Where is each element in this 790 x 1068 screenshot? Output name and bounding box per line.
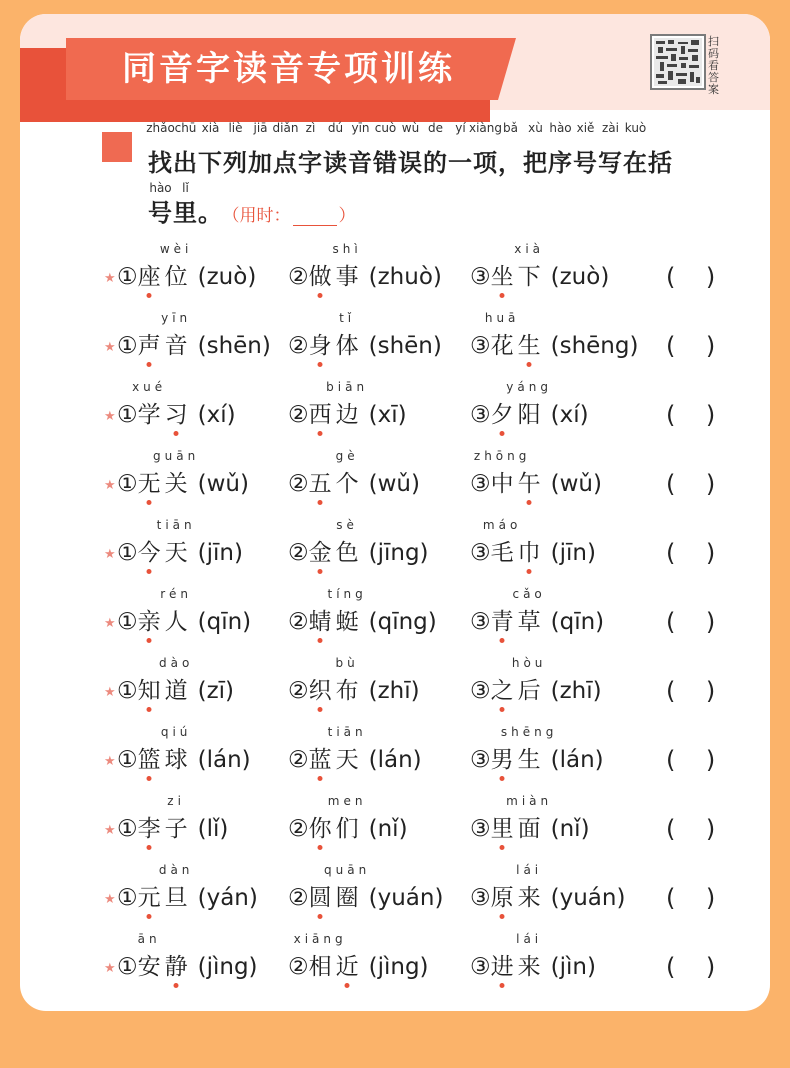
emphasis-dot: [345, 983, 350, 988]
option-word: [490, 932, 545, 984]
option-word: [473, 449, 545, 501]
answer-option[interactable]: [470, 932, 596, 990]
option-word-text: 元旦: [137, 885, 192, 911]
option-number: ③: [470, 678, 491, 704]
star-icon: ★: [104, 892, 116, 907]
option-reading: (yuán): [368, 885, 444, 911]
option-number: ②: [288, 471, 309, 497]
answer-option[interactable]: [470, 587, 605, 645]
option-pinyin: huā: [484, 311, 520, 325]
star-icon: ★: [104, 271, 116, 286]
option-word-text: 青草: [490, 609, 545, 635]
answer-box[interactable]: ( ): [666, 677, 716, 705]
answer-option[interactable]: [288, 656, 420, 714]
instruction-pinyin: yí: [455, 121, 466, 135]
answer-option[interactable]: [117, 794, 229, 852]
option-pinyin: zhōng: [473, 449, 531, 463]
option-reading: (shēn): [368, 333, 442, 359]
option-number: ②: [288, 954, 309, 980]
instruction-pinyin: xiě: [576, 121, 595, 135]
option-number: ②: [288, 885, 309, 911]
question-row: [20, 928, 770, 994]
option-pinyin: dào: [158, 656, 194, 670]
instruction-line2: [148, 198, 356, 231]
star-icon: ★: [104, 754, 116, 769]
option-number: ②: [288, 816, 309, 842]
option-pinyin: miàn: [506, 794, 553, 808]
emphasis-dot: [500, 983, 505, 988]
instruction-pinyin: kuò: [624, 121, 647, 135]
option-reading: (wǔ): [550, 471, 602, 497]
option-pinyin: máo: [482, 518, 522, 532]
instruction-pinyin: zài: [602, 121, 619, 135]
star-icon: ★: [104, 409, 116, 424]
option-pinyin: zi: [167, 794, 185, 808]
option-number: ②: [288, 747, 309, 773]
time-blank[interactable]: [293, 207, 337, 226]
option-pinyin: tíng: [327, 587, 367, 601]
option-word-text: 篮球: [137, 747, 192, 773]
option-reading: (xí): [197, 402, 236, 428]
emphasis-dot: [174, 431, 179, 436]
answer-option[interactable]: [288, 380, 407, 438]
option-reading: (zhuò): [368, 264, 442, 290]
option-word: [137, 587, 192, 639]
answer-box[interactable]: ( ): [666, 953, 716, 981]
instruction-pinyin: lǐ: [182, 181, 189, 195]
option-reading: (wǔ): [197, 471, 249, 497]
option-number: ①: [117, 885, 138, 911]
option-reading: (jìng): [368, 954, 429, 980]
option-word-text: 声音: [137, 333, 192, 359]
emphasis-dot: [500, 845, 505, 850]
option-number: ③: [470, 471, 491, 497]
answer-box[interactable]: ( ): [666, 746, 716, 774]
answer-option[interactable]: [470, 518, 596, 576]
option-word: [137, 794, 192, 846]
option-word-text: 之后: [490, 678, 545, 704]
emphasis-dot: [500, 776, 505, 781]
emphasis-dot: [318, 845, 323, 850]
instruction-pinyin: cuò: [374, 121, 397, 135]
star-icon: ★: [104, 340, 116, 355]
option-word: [137, 242, 193, 294]
instruction-pinyin: wù: [401, 121, 420, 135]
option-word-text: 无关: [137, 471, 192, 497]
option-pinyin: guān: [153, 449, 200, 463]
option-word-text: 亲人: [137, 609, 192, 635]
option-word-text: 五个: [308, 471, 363, 497]
option-reading: (yuán): [550, 885, 626, 911]
emphasis-dot: [500, 914, 505, 919]
option-number: ③: [470, 954, 491, 980]
option-word: [490, 380, 552, 432]
option-word: [137, 863, 194, 915]
answer-option[interactable]: [117, 863, 258, 921]
option-word: [137, 725, 192, 777]
answer-option[interactable]: [117, 587, 252, 645]
option-word-text: 今天: [137, 540, 192, 566]
emphasis-dot: [147, 293, 152, 298]
option-reading: (jìng): [197, 954, 258, 980]
time-label: （用时：: [231, 206, 291, 226]
answer-option[interactable]: [117, 656, 235, 714]
question-row: [20, 790, 770, 856]
emphasis-dot: [318, 914, 323, 919]
instruction-pinyin: hào: [149, 181, 172, 195]
option-pinyin: xià: [514, 242, 545, 256]
emphasis-dot: [147, 569, 152, 574]
instruction-pinyin: de: [428, 121, 443, 135]
option-reading: (nǐ): [550, 816, 590, 842]
option-word: [308, 518, 363, 570]
option-pinyin: qiú: [160, 725, 192, 739]
answer-option[interactable]: [470, 449, 602, 507]
star-icon: ★: [104, 823, 116, 838]
option-word: [132, 380, 192, 432]
emphasis-dot: [318, 431, 323, 436]
option-reading: (zī): [197, 678, 235, 704]
instruction-line1: 找出下列加点字读音错误的一项，把序号写在括: [148, 149, 673, 177]
question-row: [20, 583, 770, 649]
option-word-text: 李子: [137, 816, 192, 842]
instruction-pinyin: xià: [201, 121, 220, 135]
emphasis-dot: [500, 638, 505, 643]
qr-code[interactable]: [650, 34, 706, 90]
star-icon: ★: [104, 685, 116, 700]
option-reading: (zuò): [550, 264, 610, 290]
emphasis-dot: [147, 914, 152, 919]
option-reading: (xī): [368, 402, 407, 428]
option-reading: (zhī): [368, 678, 420, 704]
option-word: [308, 656, 363, 708]
emphasis-dot: [147, 707, 152, 712]
option-word: [490, 656, 547, 708]
option-number: ①: [117, 816, 138, 842]
worksheet-card: [20, 14, 770, 1011]
answer-option[interactable]: [117, 449, 249, 507]
time-close: ）: [338, 206, 356, 226]
answer-option[interactable]: [288, 587, 437, 645]
option-number: ②: [288, 264, 309, 290]
option-number: ③: [470, 402, 491, 428]
question-row: [20, 307, 770, 373]
instruction-marker: [102, 132, 132, 162]
instruction-pinyin: hào: [549, 121, 572, 135]
answer-box[interactable]: ( ): [666, 608, 716, 636]
option-word-text: 毛巾: [490, 540, 545, 566]
option-reading: (qīn): [550, 609, 605, 635]
option-word-text: 花生: [490, 333, 545, 359]
question-row: [20, 514, 770, 580]
option-word: [490, 587, 546, 639]
option-word: [293, 932, 363, 984]
answer-option[interactable]: [470, 725, 604, 783]
emphasis-dot: [527, 569, 532, 574]
option-word-text: 中午: [490, 471, 545, 497]
option-pinyin: bù: [335, 656, 359, 670]
answer-option[interactable]: [470, 794, 590, 852]
option-word-text: 学习: [137, 402, 192, 428]
option-pinyin: gè: [335, 449, 359, 463]
emphasis-dot: [147, 638, 152, 643]
option-reading: (lǐ): [197, 816, 229, 842]
option-number: ③: [470, 885, 491, 911]
option-word: [308, 863, 371, 915]
question-row: [20, 376, 770, 442]
option-word: [490, 725, 558, 777]
option-pinyin: biān: [326, 380, 369, 394]
answer-box[interactable]: ( ): [666, 470, 716, 498]
option-number: ①: [117, 678, 138, 704]
option-pinyin: quān: [324, 863, 371, 877]
option-word: [308, 449, 363, 501]
option-word: [308, 380, 369, 432]
option-pinyin: wèi: [159, 242, 193, 256]
option-reading: (yán): [197, 885, 258, 911]
option-reading: (zhī): [550, 678, 602, 704]
option-reading: (lán): [197, 747, 251, 773]
option-word-text: 坐下: [490, 264, 545, 290]
option-number: ②: [288, 540, 309, 566]
option-word: [137, 656, 194, 708]
option-pinyin: rén: [160, 587, 192, 601]
option-word-text: 身体: [308, 333, 363, 359]
option-number: ③: [470, 264, 491, 290]
option-word: [308, 794, 367, 846]
option-reading: (lán): [368, 747, 422, 773]
option-word: [137, 449, 200, 501]
option-word: [490, 794, 553, 846]
option-word-text: 金色: [308, 540, 363, 566]
answer-option[interactable]: [288, 242, 442, 300]
emphasis-dot: [318, 569, 323, 574]
option-word: [482, 518, 545, 570]
option-word-text: 安静: [137, 954, 192, 980]
option-number: ①: [117, 609, 138, 635]
emphasis-dot: [500, 293, 505, 298]
emphasis-dot: [527, 500, 532, 505]
option-number: ③: [470, 609, 491, 635]
option-pinyin: lái: [516, 863, 543, 877]
star-icon: ★: [104, 547, 116, 562]
option-reading: (shēng): [550, 333, 639, 359]
answer-option[interactable]: [117, 311, 271, 369]
option-number: ③: [470, 747, 491, 773]
instruction-pinyin: bǎ: [503, 121, 518, 135]
answer-box[interactable]: ( ): [666, 815, 716, 843]
option-pinyin: tiān: [156, 518, 196, 532]
option-word-text: 进来: [490, 954, 545, 980]
answer-option[interactable]: [470, 380, 589, 438]
emphasis-dot: [174, 983, 179, 988]
answer-option[interactable]: [470, 863, 626, 921]
option-number: ①: [117, 540, 138, 566]
option-pinyin: cǎo: [512, 587, 546, 601]
answer-box[interactable]: ( ): [666, 884, 716, 912]
option-word-text: 圆圈: [308, 885, 363, 911]
emphasis-dot: [318, 500, 323, 505]
option-reading: (jìn): [550, 954, 596, 980]
answer-option[interactable]: [288, 932, 429, 990]
option-pinyin: shēng: [500, 725, 558, 739]
qr-label: 扫码看答案: [708, 35, 719, 96]
answer-option[interactable]: [117, 242, 257, 300]
option-pinyin: men: [327, 794, 367, 808]
option-word-text: 座位: [137, 264, 192, 290]
instruction-pinyin: chū: [174, 121, 197, 135]
option-number: ③: [470, 333, 491, 359]
question-row: [20, 238, 770, 304]
option-pinyin: tiān: [327, 725, 367, 739]
option-reading: (jīn): [197, 540, 243, 566]
instruction-line2-text: 号里。: [148, 199, 223, 227]
option-reading: (qīng): [368, 609, 437, 635]
option-word: [308, 725, 367, 777]
option-number: ②: [288, 678, 309, 704]
option-number: ③: [470, 816, 491, 842]
option-pinyin: hòu: [511, 656, 547, 670]
option-number: ①: [117, 471, 138, 497]
emphasis-dot: [500, 431, 505, 436]
emphasis-dot: [318, 776, 323, 781]
question-row: [20, 721, 770, 787]
option-word-text: 里面: [490, 816, 545, 842]
option-pinyin: yīn: [161, 311, 192, 325]
option-word-text: 知道: [137, 678, 192, 704]
option-word: [490, 863, 545, 915]
option-word: [308, 242, 363, 294]
answer-box[interactable]: ( ): [666, 539, 716, 567]
option-word: [137, 932, 192, 984]
instruction-pinyin: liè: [228, 121, 243, 135]
option-word-text: 相近: [308, 954, 363, 980]
option-number: ①: [117, 747, 138, 773]
option-reading: (zuò): [197, 264, 257, 290]
emphasis-dot: [147, 500, 152, 505]
emphasis-dot: [318, 638, 323, 643]
emphasis-dot: [500, 707, 505, 712]
answer-option[interactable]: [288, 863, 444, 921]
option-word-text: 织布: [308, 678, 363, 704]
option-word: [137, 518, 196, 570]
option-word: [490, 242, 545, 294]
instruction-pinyin: zì: [305, 121, 316, 135]
option-word-text: 蓝天: [308, 747, 363, 773]
option-number: ①: [117, 264, 138, 290]
option-reading: (qīn): [197, 609, 252, 635]
option-word-text: 夕阳: [490, 402, 545, 428]
option-word-text: 做事: [308, 264, 363, 290]
question-row: [20, 445, 770, 511]
instruction-pinyin: diǎn: [272, 121, 299, 135]
option-number: ②: [288, 609, 309, 635]
option-pinyin: shì: [332, 242, 362, 256]
emphasis-dot: [147, 362, 152, 367]
option-reading: (xí): [550, 402, 589, 428]
option-word: [484, 311, 545, 363]
option-pinyin: ān: [137, 932, 161, 946]
option-reading: (wǔ): [368, 471, 420, 497]
option-word: [308, 587, 367, 639]
answer-option[interactable]: [288, 794, 408, 852]
option-pinyin: sè: [336, 518, 358, 532]
option-number: ②: [288, 333, 309, 359]
page-title: 同音字读音专项训练: [122, 49, 455, 89]
emphasis-dot: [318, 293, 323, 298]
instruction-pinyin: dú: [327, 121, 344, 135]
answer-box[interactable]: ( ): [666, 401, 716, 429]
answer-option[interactable]: [470, 656, 602, 714]
option-number: ③: [470, 540, 491, 566]
emphasis-dot: [147, 776, 152, 781]
option-pinyin: yáng: [506, 380, 552, 394]
instruction-pinyin: yīn: [351, 121, 370, 135]
star-icon: ★: [104, 961, 116, 976]
star-icon: ★: [104, 616, 116, 631]
option-word-text: 你们: [308, 816, 363, 842]
question-row: [20, 652, 770, 718]
option-reading: (jīn): [550, 540, 596, 566]
option-number: ①: [117, 333, 138, 359]
answer-option[interactable]: [117, 380, 236, 438]
question-row: [20, 859, 770, 925]
answer-option[interactable]: [117, 725, 251, 783]
option-pinyin: lái: [516, 932, 543, 946]
option-word-text: 男生: [490, 747, 545, 773]
option-pinyin: xué: [132, 380, 167, 394]
answer-option[interactable]: [288, 518, 429, 576]
answer-option[interactable]: [470, 242, 610, 300]
answer-option[interactable]: [288, 449, 420, 507]
answer-option[interactable]: [117, 518, 243, 576]
qr-code-icon: [654, 38, 702, 86]
option-number: ①: [117, 954, 138, 980]
option-reading: (jīng): [368, 540, 429, 566]
option-pinyin: dàn: [158, 863, 194, 877]
answer-option[interactable]: [470, 311, 639, 369]
emphasis-dot: [318, 707, 323, 712]
answer-option[interactable]: [288, 311, 442, 369]
option-number: ①: [117, 402, 138, 428]
emphasis-dot: [318, 362, 323, 367]
option-word-text: 原来: [490, 885, 545, 911]
option-reading: (nǐ): [368, 816, 408, 842]
option-word-text: 蜻蜓: [308, 609, 363, 635]
option-number: ②: [288, 402, 309, 428]
option-pinyin: xiāng: [293, 932, 347, 946]
option-pinyin: tǐ: [339, 311, 356, 325]
answer-option[interactable]: [288, 725, 422, 783]
answer-box[interactable]: ( ): [666, 332, 716, 360]
answer-box[interactable]: ( ): [666, 263, 716, 291]
option-word: [308, 311, 363, 363]
option-word: [137, 311, 192, 363]
option-reading: (lán): [550, 747, 604, 773]
emphasis-dot: [147, 845, 152, 850]
option-reading: (shēn): [197, 333, 271, 359]
instruction-pinyin: xù: [528, 121, 543, 135]
instruction-pinyin: zhǎo: [146, 121, 175, 135]
time-note: [231, 206, 356, 226]
star-icon: ★: [104, 478, 116, 493]
instruction-pinyin: xiàng: [468, 121, 503, 135]
instruction-pinyin: jiā: [253, 121, 268, 135]
emphasis-dot: [527, 362, 532, 367]
option-word-text: 西边: [308, 402, 363, 428]
answer-option[interactable]: [117, 932, 258, 990]
